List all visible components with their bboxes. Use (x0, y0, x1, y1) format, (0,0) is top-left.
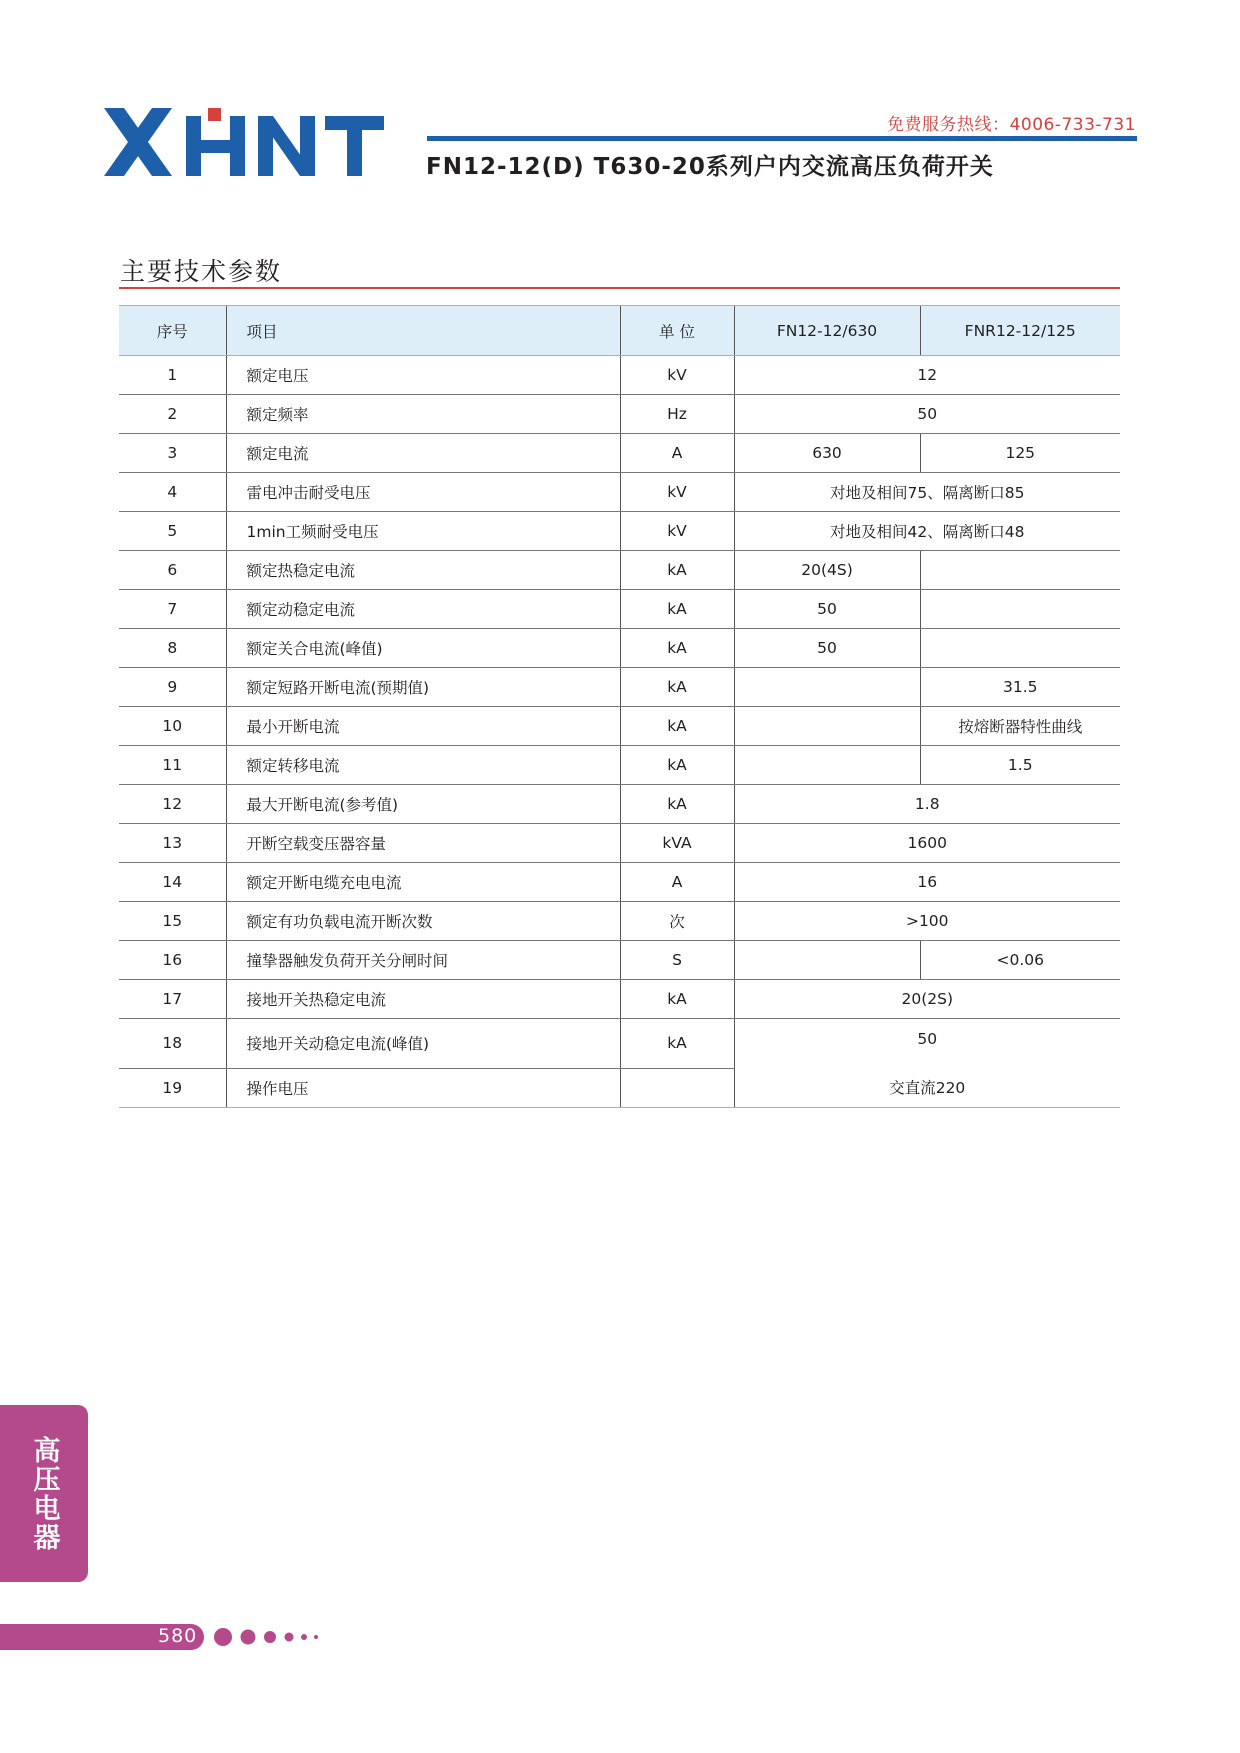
table-row (119, 1068, 1120, 1107)
row-number: 6 (119, 551, 226, 590)
row-item: 操作电压 (226, 1068, 620, 1107)
row-value-model-b: 125 (920, 434, 1120, 473)
table-row (119, 824, 1120, 863)
header-rule (427, 136, 1137, 141)
row-item: 额定热稳定电流 (226, 551, 620, 590)
row-value-merged: 16 (734, 863, 1120, 902)
table-row (119, 629, 1120, 668)
row-item: 额定关合电流(峰值) (226, 629, 620, 668)
row-value-model-a (734, 746, 920, 785)
row-value-model-a (734, 707, 920, 746)
row-item: 额定开断电缆充电电流 (226, 863, 620, 902)
table-row (119, 434, 1120, 473)
row-unit: kV (620, 512, 734, 551)
row-value-merged: 1.8 (734, 785, 1120, 824)
row-number: 7 (119, 590, 226, 629)
row-value-merged: 1600 (734, 824, 1120, 863)
table-row (119, 785, 1120, 824)
row-number: 2 (119, 395, 226, 434)
spec-table (119, 305, 1120, 1108)
table-row (119, 980, 1120, 1019)
row-value-merged: 对地及相间75、隔离断口85 (734, 473, 1120, 512)
row-item: 接地开关动稳定电流(峰值) (226, 1019, 620, 1069)
row-unit: kV (620, 473, 734, 512)
row-number: 10 (119, 707, 226, 746)
row-value-merged: 20(2S) (734, 980, 1120, 1019)
brand-logo (104, 108, 384, 176)
row-unit: kV (620, 356, 734, 395)
row-unit: kA (620, 551, 734, 590)
table-row (119, 863, 1120, 902)
row-item: 开断空载变压器容量 (226, 824, 620, 863)
row-value-model-a: 50 (734, 590, 920, 629)
header-unit: 单 位 (620, 306, 734, 356)
section-title: 主要技术参数 (120, 257, 283, 286)
table-row (119, 902, 1120, 941)
service-hotline (887, 110, 1136, 135)
row-item: 撞挚器触发负荷开关分闸时间 (226, 941, 620, 980)
row-value-merged: 对地及相间42、隔离断口48 (734, 512, 1120, 551)
row-item: 额定有功负载电流开断次数 (226, 902, 620, 941)
row-number: 4 (119, 473, 226, 512)
row-number: 15 (119, 902, 226, 941)
page-number: 580 (158, 1625, 198, 1647)
row-item: 额定电压 (226, 356, 620, 395)
hotline-label: 免费服务热线： (887, 115, 1010, 135)
row-unit: kVA (620, 824, 734, 863)
table-row (119, 707, 1120, 746)
row-item: 最大开断电流(参考值) (226, 785, 620, 824)
row-item: 额定转移电流 (226, 746, 620, 785)
row-unit: kA (620, 980, 734, 1019)
row-item: 额定动稳定电流 (226, 590, 620, 629)
row-number: 17 (119, 980, 226, 1019)
row-value-model-b (920, 551, 1120, 590)
row-unit: S (620, 941, 734, 980)
table-header-row (119, 306, 1120, 356)
row-unit: kA (620, 746, 734, 785)
row-unit: A (620, 863, 734, 902)
table-row (119, 1019, 1120, 1069)
decorative-dots (212, 1627, 322, 1647)
row-value-model-a: 20(4S) (734, 551, 920, 590)
row-item: 接地开关热稳定电流 (226, 980, 620, 1019)
row-number: 11 (119, 746, 226, 785)
row-value-model-a: 630 (734, 434, 920, 473)
section-divider (119, 287, 1120, 289)
row-number: 3 (119, 434, 226, 473)
row-number: 9 (119, 668, 226, 707)
table-row (119, 395, 1120, 434)
row-number: 12 (119, 785, 226, 824)
table-row (119, 590, 1120, 629)
row-number: 16 (119, 941, 226, 980)
row-number: 19 (119, 1068, 226, 1107)
hotline-number: 4006-733-731 (1009, 115, 1136, 135)
product-title: FN12-12(D) T630-20系列户内交流高压负荷开关 (426, 154, 994, 180)
row-item: 额定频率 (226, 395, 620, 434)
row-value-merged: 交直流220 (734, 1068, 1120, 1107)
row-unit: 次 (620, 902, 734, 941)
header-model-b: FNR12-12/125 (920, 306, 1120, 356)
row-item: 最小开断电流 (226, 707, 620, 746)
row-value-merged: >100 (734, 902, 1120, 941)
category-label: 高压电器 (28, 1435, 60, 1552)
row-unit: Hz (620, 395, 734, 434)
header-model-a: FN12-12/630 (734, 306, 920, 356)
row-number: 8 (119, 629, 226, 668)
row-unit: kA (620, 707, 734, 746)
row-value-model-b: 1.5 (920, 746, 1120, 785)
row-unit (620, 1068, 734, 1107)
row-value-merged: 50 (734, 1019, 1120, 1069)
row-value-model-b: 按熔断器特性曲线 (920, 707, 1120, 746)
row-value-model-b: <0.06 (920, 941, 1120, 980)
table-row (119, 551, 1120, 590)
row-value-model-a (734, 941, 920, 980)
row-unit: kA (620, 590, 734, 629)
row-unit: kA (620, 1019, 734, 1069)
row-item: 额定短路开断电流(预期值) (226, 668, 620, 707)
table-row (119, 668, 1120, 707)
row-number: 5 (119, 512, 226, 551)
row-value-model-b (920, 629, 1120, 668)
row-value-model-b (920, 590, 1120, 629)
row-value-model-b: 31.5 (920, 668, 1120, 707)
row-number: 1 (119, 356, 226, 395)
row-unit: kA (620, 629, 734, 668)
table-row (119, 356, 1120, 395)
row-number: 18 (119, 1019, 226, 1069)
row-item: 额定电流 (226, 434, 620, 473)
row-unit: kA (620, 668, 734, 707)
table-row (119, 746, 1120, 785)
table-row (119, 512, 1120, 551)
row-number: 14 (119, 863, 226, 902)
table-row (119, 473, 1120, 512)
row-value-merged: 12 (734, 356, 1120, 395)
category-side-tab (0, 1405, 88, 1582)
header-no: 序号 (119, 306, 226, 356)
row-value-model-a: 50 (734, 629, 920, 668)
row-unit: kA (620, 785, 734, 824)
row-unit: A (620, 434, 734, 473)
row-value-model-a (734, 668, 920, 707)
row-number: 13 (119, 824, 226, 863)
row-item: 雷电冲击耐受电压 (226, 473, 620, 512)
row-value-merged: 50 (734, 395, 1120, 434)
row-item: 1min工频耐受电压 (226, 512, 620, 551)
table-row (119, 941, 1120, 980)
header-item: 项目 (226, 306, 620, 356)
